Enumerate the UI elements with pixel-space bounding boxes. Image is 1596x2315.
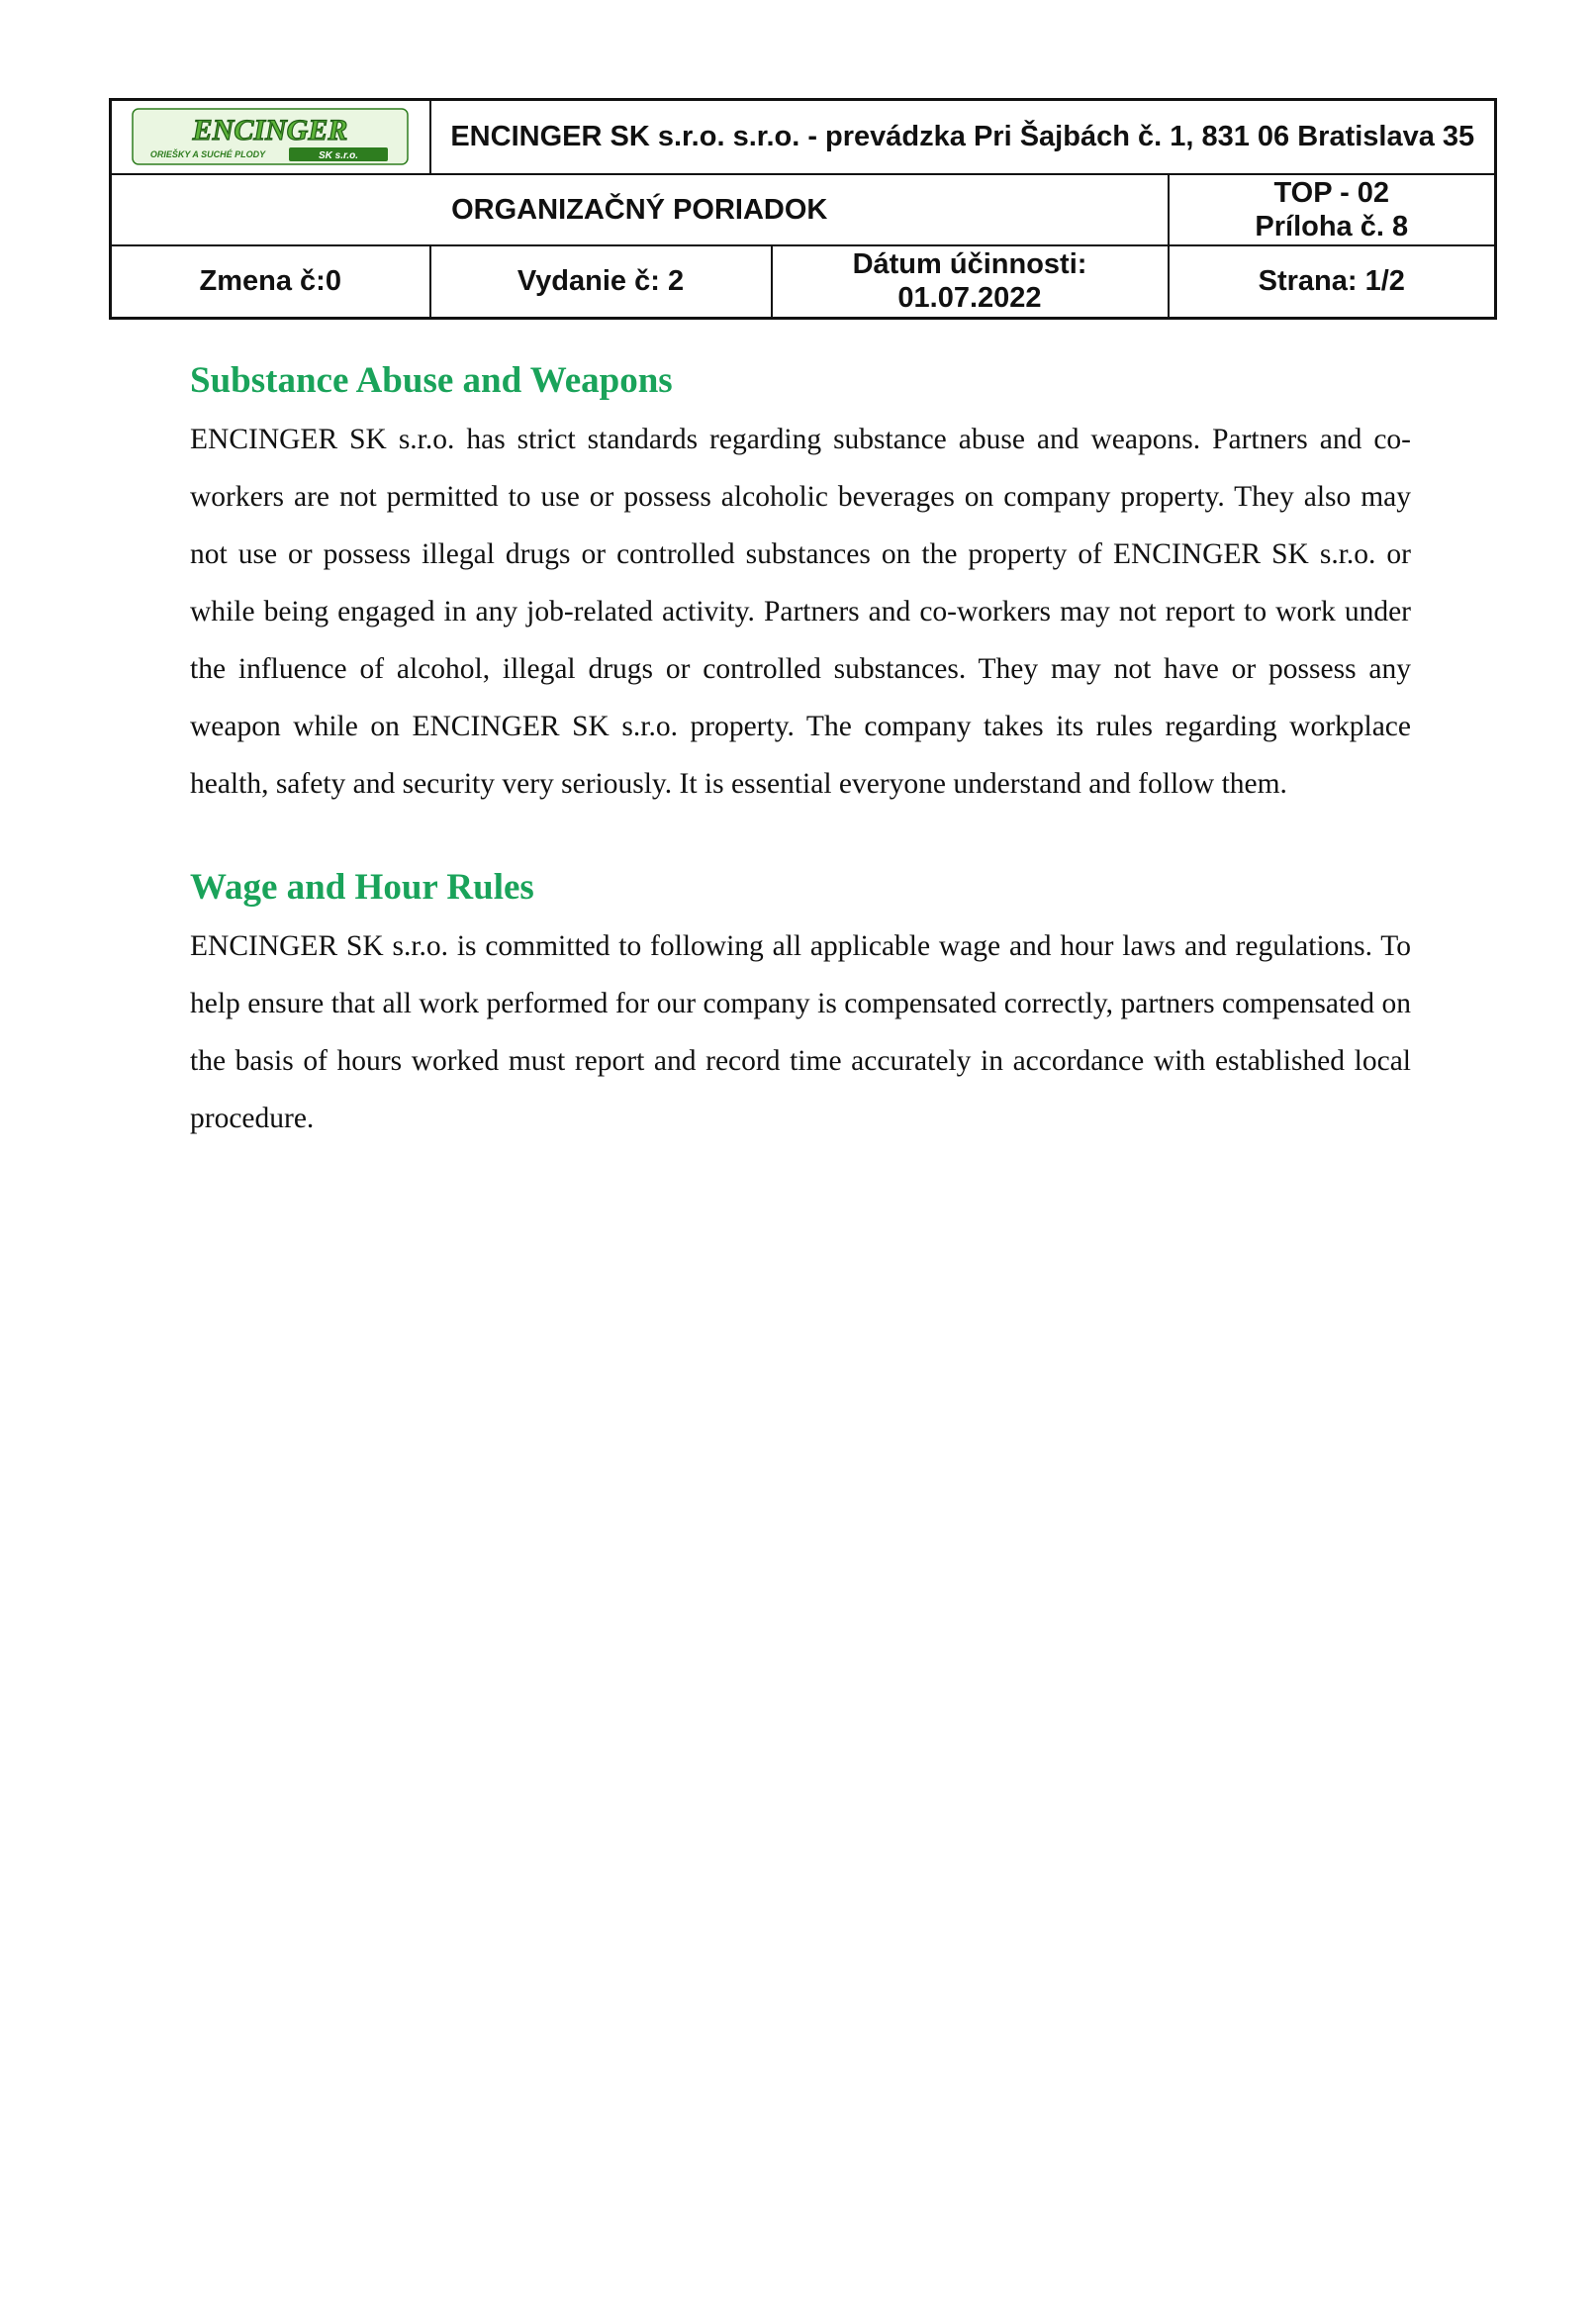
- section-heading: Substance Abuse and Weapons: [190, 360, 673, 401]
- encinger-logo: [131, 107, 410, 166]
- document-header-table: [109, 98, 1497, 320]
- logo-brand-text: ENCINGER: [192, 114, 348, 147]
- document-code-cell: [1169, 174, 1496, 245]
- section-wage-hour: [190, 858, 1411, 1147]
- effective-date-value: 01.07.2022: [897, 282, 1042, 315]
- change-number: Zmena č:0: [111, 245, 430, 319]
- edition-number: Vydanie č: 2: [430, 245, 772, 319]
- document-title: ORGANIZAČNÝ PORIADOK: [111, 174, 1169, 245]
- effective-date-label: Dátum účinnosti:: [852, 248, 1087, 281]
- logo-cell: [111, 100, 430, 174]
- annex-number: Príloha č. 8: [1255, 210, 1409, 242]
- section-substance-abuse: [190, 351, 1411, 813]
- section-heading: Wage and Hour Rules: [190, 867, 534, 908]
- company-address: ENCINGER SK s.r.o. s.r.o. - prevádzka Pri Šajbách č. 1, 831 06 Bratislava 35: [430, 100, 1496, 174]
- logo-tagline-text: ORIEŠKY A SUCHÉ PLODY: [150, 149, 266, 160]
- section-paragraph: ENCINGER SK s.r.o. has strict standards regarding substance abuse and weapons. Partners and co-workers are not permitted to use or possess alcoholic beverages on company property. They also may not use or possess illegal drugs or controlled substances on the property of ENCINGER SK s.r.o. or while being engaged in any job-related activity. Partners and co-workers may not report to work under the influence of alcohol, illegal drugs or controlled substances. They may not have or possess any weapon while on ENCINGER SK s.r.o. property. The company takes its rules regarding workplace health, safety and security very seriously. It is essential everyone understand and follow them.: [190, 424, 1411, 800]
- document-code: TOP - 02: [1273, 176, 1390, 209]
- section-paragraph: ENCINGER SK s.r.o. is committed to following all applicable wage and hour laws and regulations. To help ensure that all work performed for our company is compensated correctly, partners compensated on the basis of hours worked must report and record time accurately in accordance with established local procedure.: [190, 930, 1411, 1134]
- logo-badge-text: SK s.r.o.: [319, 150, 359, 162]
- page-number: Strana: 1/2: [1169, 245, 1496, 319]
- document-body: [190, 351, 1411, 1147]
- effective-date-cell: [772, 245, 1169, 319]
